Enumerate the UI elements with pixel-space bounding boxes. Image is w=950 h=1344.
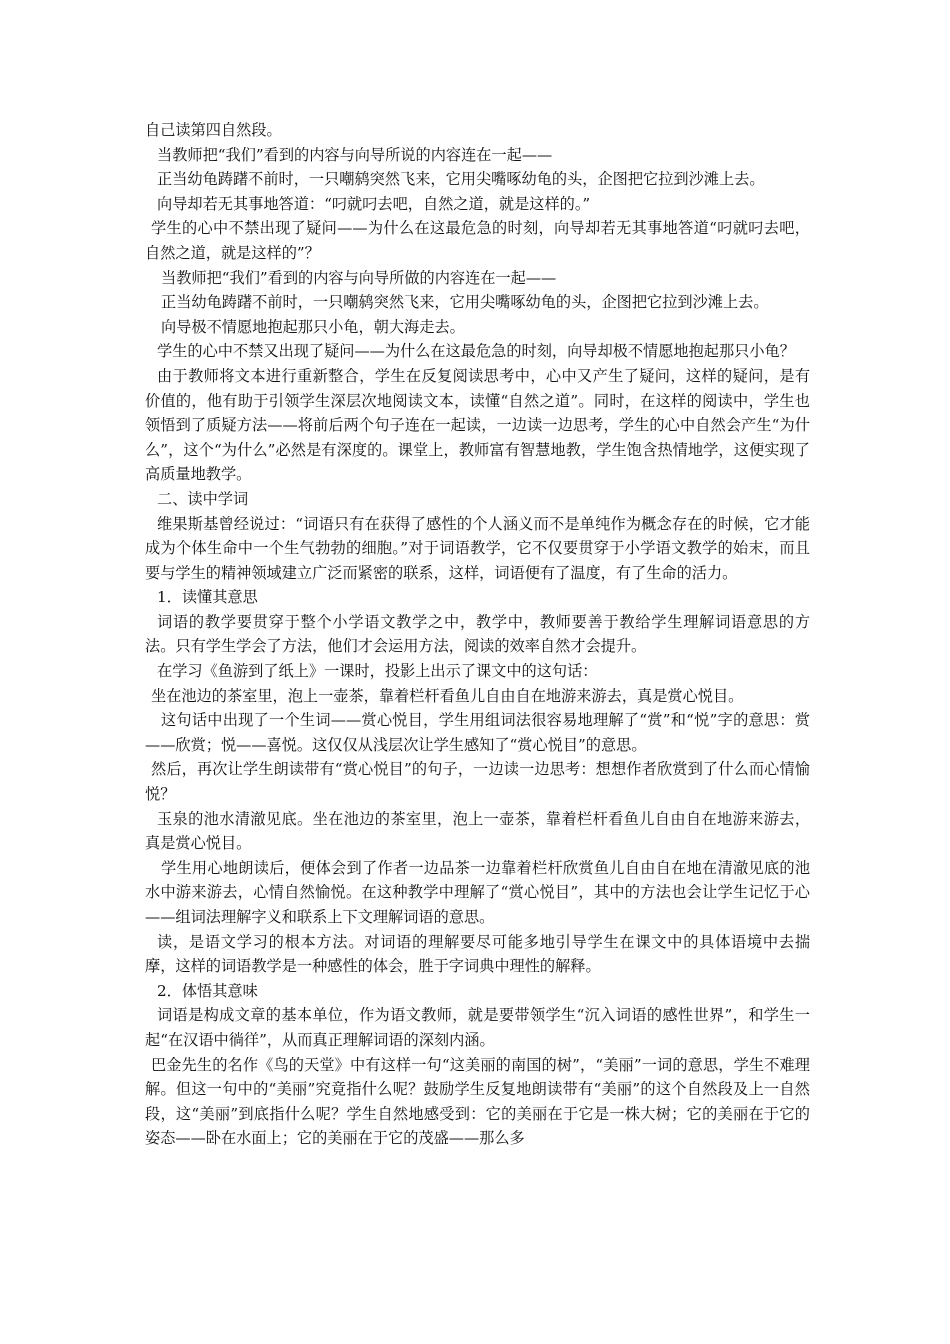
subsection-heading: 2．体悟其意味 [157,981,258,1000]
document-body [145,118,810,1151]
paragraph: 学生的心中不禁出现了疑问——为什么在这最危急的时刻，向导却若无其事地答道“叼就叼去吧，自然之道，就是这样的”？ [145,219,810,262]
paragraph: 正当幼龟踌躇不前时，一只嘲鸫突然飞来，它用尖嘴啄幼龟的头，企图把它拉到沙滩上去。 [161,293,769,312]
paragraph: 学生用心地朗读后，便体会到了作者一边品茶一边靠着栏杆欣赏鱼儿自由自在地在清澈见底的池水中游来游去，心情自然愉悦。在这种教学中理解了“赏心悦目”，其中的方法也会让学生记忆于心——组词法理解字义和联系上下文理解词语的意思。 [145,858,810,926]
section-heading: 二、读中学词 [157,489,249,508]
paragraph: 在学习《鱼游到了纸上》一课时，投影上出示了课文中的这句话： [157,662,598,681]
paragraph: 当教师把“我们”看到的内容与向导所说的内容连在一起—— [157,145,553,164]
subsection-heading: 1．读懂其意思 [157,588,258,607]
paragraph: 自己读第四自然段。 [145,121,282,139]
paragraph: 词语的教学要贯穿于整个小学语文教学之中，教学中，教师要善于教给学生理解词语意思的方法。只有学生学会了方法，他们才会运用方法，阅读的效率自然才会提升。 [145,612,810,656]
paragraph: 维果斯基曾经说过：“词语只有在获得了感性的个人涵义而不是单纯作为概念存在的时候，它才能成为个体生命中一个生气勃勃的细胞。”对于词语教学，它不仅要贯穿于小学语文教学的始末，而且要与学生的精神领域建立广泛而紧密的联系，这样，词语便有了温度，有了生命的活力。 [145,514,810,582]
paragraph: 然后，再次让学生朗读带有“赏心悦目”的句子，一边读一边思考：想想作者欣赏到了什么而心情愉悦？ [145,760,810,804]
quoted-sentence: 坐在池边的茶室里，泡上一壶茶，靠着栏杆看鱼儿自由自在地游来游去，真是赏心悦目。 [151,686,744,705]
paragraph: 正当幼龟踌躇不前时，一只嘲鸫突然飞来，它用尖嘴啄幼龟的头，企图把它拉到沙滩上去。 [157,170,765,189]
paragraph: 词语是构成文章的基本单位，作为语文教师，就是要带领学生“沉入词语的感性世界”，和学生一起“在汉语中徜徉”，从而真正理解词语的深刻内涵。 [145,1006,810,1049]
paragraph: 读，是语文学习的根本方法。对词语的理解要尽可能多地引导学生在课文中的具体语境中去揣摩，这样的词语教学是一种感性的体会，胜于字词典中理性的解释。 [145,932,810,976]
paragraph: 这句话中出现了一个生词——赏心悦目，学生用组词法很容易地理解了“赏”和“悦”字的意思：赏——欣赏；悦——喜悦。这仅仅从浅层次让学生感知了“赏心悦目”的意思。 [145,711,810,754]
paragraph: 学生的心中不禁又出现了疑问——为什么在这最危急的时刻，向导却极不情愿地抱起那只小龟？ [157,342,795,361]
paragraph: 向导却若无其事地答道：“叼就叼去吧，自然之道，就是这样的。” [157,194,591,213]
paragraph: 由于教师将文本进行重新整合，学生在反复阅读思考中，心中又产生了疑问，这样的疑问，是有价值的，他有助于引领学生深层次地阅读文本，读懂“自然之道”。同时，在这样的阅读中，学生也领悟到了质疑方法——将前后两个句子连在一起读，一边读一边思考，学生的心中自然会产生“为什么”，这个“为什么”必然是有深度的。课堂上，教师富有智慧地教，学生饱含热情地学，这便实现了高质量地教学。 [145,366,810,484]
quoted-sentence: 玉泉的池水清澈见底。坐在池边的茶室里，泡上一壶茶，靠着栏杆看鱼儿自由自在地游来游去，真是赏心悦目。 [145,809,810,853]
paragraph: 巴金先生的名作《鸟的天堂》中有这样一句“这美丽的南国的树”，“美丽”一词的意思，学生不难理解。但这一句中的“美丽”究竟指什么呢？鼓励学生反复地朗读带有“美丽”的这个自然段及上一自然段，这“美丽”到底指什么呢？学生自然地感受到：它的美丽在于它是一株大树；它的美丽在于它的姿态——卧在水面上；它的美丽在于它的茂盛——那么多 [145,1055,810,1148]
paragraph: 当教师把“我们”看到的内容与向导所做的内容连在一起—— [161,268,557,287]
paragraph: 向导极不情愿地抱起那只小龟，朝大海走去。 [161,317,465,336]
